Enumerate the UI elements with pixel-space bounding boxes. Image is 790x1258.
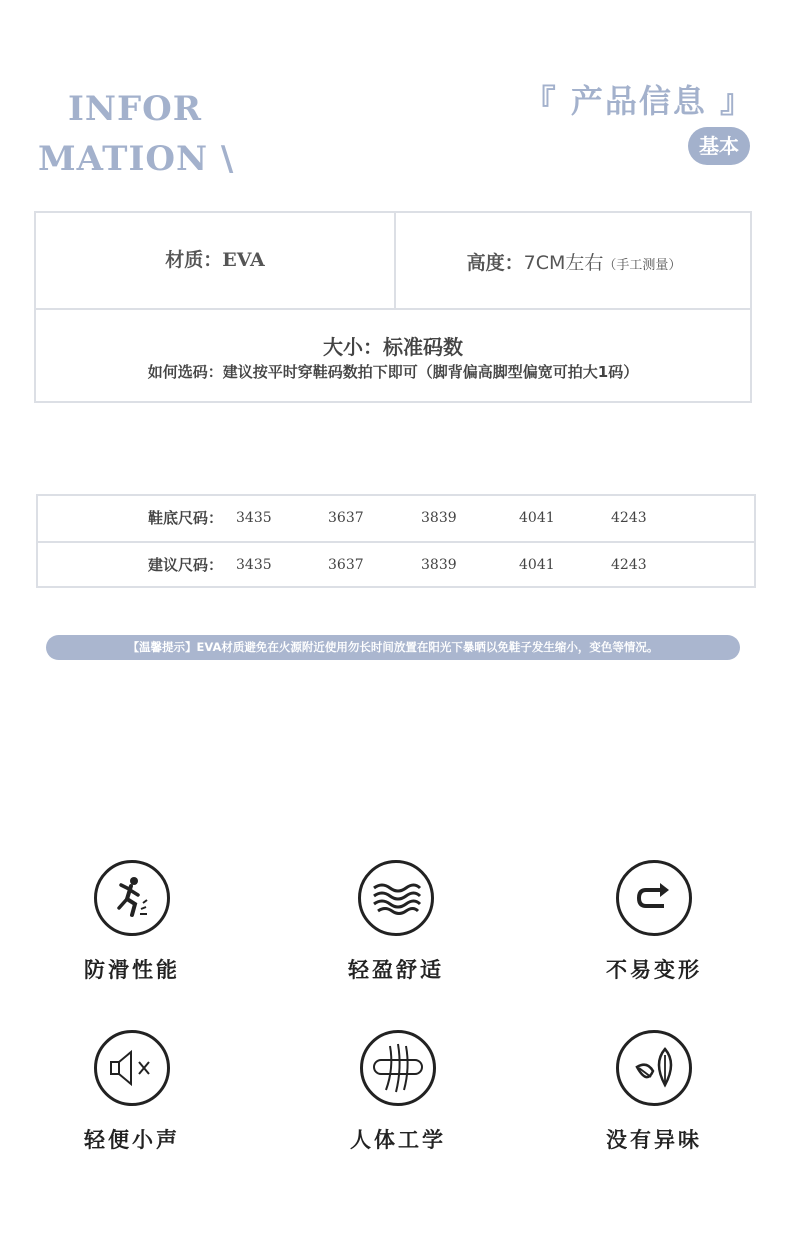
feature-label: 人体工学 <box>350 1128 446 1152</box>
height-cell <box>396 213 752 308</box>
size-value: 3435 <box>236 557 272 573</box>
feature-label: 轻便小声 <box>84 1128 180 1152</box>
info-english-line2: MATION \ <box>38 139 235 179</box>
height-label: 高度： <box>466 252 524 274</box>
size-value: 4243 <box>611 510 647 526</box>
size-value: 4243 <box>611 557 647 573</box>
ergonomic-icon <box>360 1030 436 1106</box>
size-note: 如何选码：建议按平时穿鞋码数拍下即可（脚背偏高脚型偏宽可拍大1码） <box>147 363 639 381</box>
warm-tip-bar: 【温馨提示】EVA材质避免在火源附近使用勿长时间放置在阳光下暴晒以免鞋子发生缩小，变色等情况。 <box>46 635 740 660</box>
size-value: 3637 <box>328 510 364 526</box>
feature-label: 没有异味 <box>606 1128 702 1152</box>
table-row <box>38 543 754 588</box>
feature-shape-retention <box>574 860 734 984</box>
material-label: 材质： <box>165 249 223 271</box>
size-value: 3839 <box>421 510 457 526</box>
feature-odorless <box>574 1030 734 1154</box>
feature-label: 不易变形 <box>606 958 702 982</box>
size-value: 3637 <box>328 557 364 573</box>
material-cell <box>36 213 394 308</box>
return-arrow-icon <box>616 860 692 936</box>
info-english-line1: INFOR <box>68 89 202 129</box>
table-row <box>38 496 754 543</box>
spec-table <box>34 211 752 403</box>
wave-icon <box>358 860 434 936</box>
material-value: EVA <box>222 249 265 271</box>
feature-label: 防滑性能 <box>84 958 180 982</box>
feature-ergonomic <box>318 1030 478 1154</box>
sole-size-label: 鞋底尺码： <box>148 509 224 527</box>
size-value: 4041 <box>519 510 555 526</box>
height-value: 7CM左右 <box>523 252 604 274</box>
size-value: 3839 <box>421 557 457 573</box>
basic-badge: 基本 <box>688 127 750 165</box>
size-value: 4041 <box>519 557 555 573</box>
slip-icon <box>94 860 170 936</box>
suggested-size-label: 建议尺码： <box>148 556 224 574</box>
product-info-title: 『 产品信息 』 <box>523 82 754 120</box>
info-english-title <box>38 84 234 184</box>
feature-lightweight <box>316 860 476 984</box>
feature-anti-slip <box>52 860 212 984</box>
spec-row <box>36 213 750 310</box>
leaf-icon <box>616 1030 692 1106</box>
feature-quiet <box>52 1030 212 1154</box>
feature-label: 轻盈舒适 <box>348 958 444 982</box>
size-value: 3435 <box>236 510 272 526</box>
size-table <box>36 494 756 588</box>
size-title: 大小：标准码数 <box>323 335 463 359</box>
mute-icon <box>94 1030 170 1106</box>
height-note: （手工测量） <box>603 258 682 273</box>
